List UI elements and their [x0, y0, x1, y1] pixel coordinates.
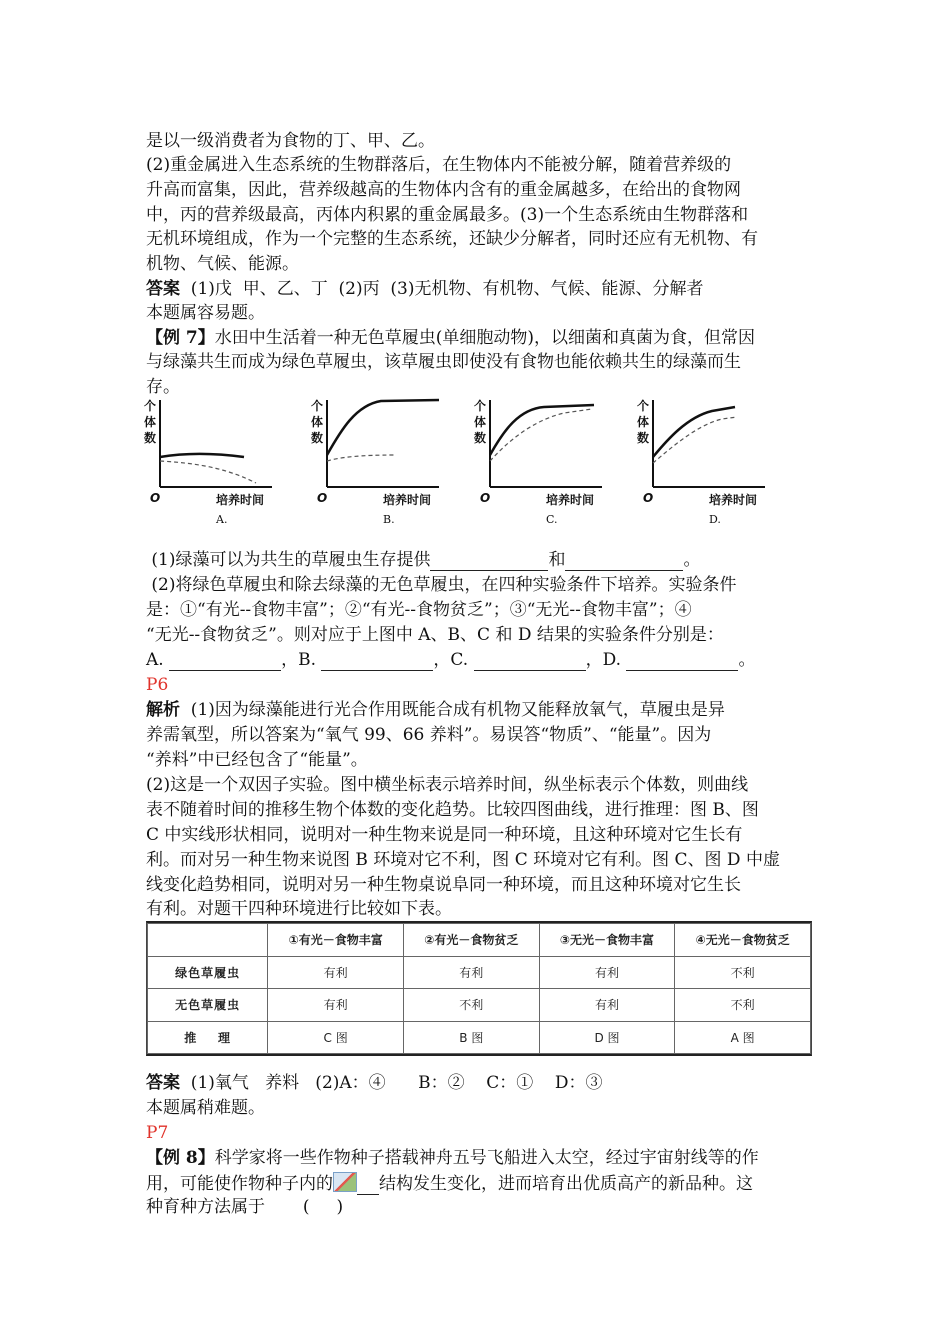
- answer-blank: [626, 650, 738, 671]
- solid-curve: [327, 400, 439, 455]
- table-header-cell: ③无光－食物丰富: [539, 924, 675, 957]
- graph-letter: A.: [216, 513, 228, 526]
- text-line: (2)将绿色草履虫和除去绿藻的无色草履虫，在四种实验条件下培养。实验条件: [146, 575, 737, 595]
- row-header: 无色草履虫: [148, 989, 268, 1022]
- answer-label: 答案: [146, 1073, 180, 1093]
- y-axis-label-1: 个: [144, 399, 157, 413]
- question-2-blanks: [146, 650, 755, 671]
- graph-d-plot: [637, 395, 797, 530]
- table-header-cell: ④无光－食物贫乏: [675, 924, 811, 957]
- text-line: 养需氧型，所以答案为“氧气 99、66 养料”。易误答“物质”、“能量”。因为: [146, 725, 712, 745]
- text-line: 升高而富集，因此，营养级越高的生物体内含有的重金属越多，在给出的食物网: [146, 180, 741, 200]
- text-line: 本题属稍难题。: [146, 1098, 265, 1118]
- option-label: ，D.: [585, 650, 627, 670]
- example-text: 用，可能使作物种子内的: [146, 1174, 333, 1194]
- table-cell: 有利: [268, 989, 404, 1022]
- text-line: (2)这是一个双因子实验。图中横坐标表示培养时间，纵坐标表示个体数，则曲线: [146, 775, 749, 795]
- option-label: A.: [146, 650, 170, 670]
- question-text: (1)绿藻可以为共生的草履虫生存提供: [146, 550, 431, 570]
- x-axis-label: 培养时间: [709, 493, 758, 507]
- text-line: 存。: [146, 377, 180, 397]
- y-axis-label-1: 个: [637, 399, 650, 413]
- answer-blank: [321, 650, 433, 671]
- origin-label: O: [150, 491, 161, 505]
- x-axis-label: 培养时间: [383, 493, 432, 507]
- y-axis-label-3: 数: [474, 431, 487, 445]
- text-line: 中，丙的营养级最高，丙体内积累的重金属最多。(3)一个生态系统由生物群落和: [146, 205, 749, 225]
- option-label: 。: [738, 650, 756, 670]
- table-cell: 有利: [403, 956, 539, 989]
- origin-label: O: [643, 491, 654, 505]
- table-header-cell: ①有光－食物丰富: [268, 924, 404, 957]
- text-line: 有利。对题干四种环境进行比较如下表。: [146, 899, 452, 919]
- y-axis-label-3: 数: [144, 431, 157, 445]
- y-axis-label-2: 体: [144, 415, 157, 429]
- table-header-cell: [148, 924, 268, 957]
- text-line: 利。而对另一种生物来说图 B 环境对它不利，图 C 环境对它有利。图 C、图 D 中虚: [146, 850, 780, 870]
- x-axis-label: 培养时间: [216, 493, 265, 507]
- example-heading: [146, 328, 755, 348]
- row-header: 推 理: [148, 1021, 268, 1054]
- table-cell: 有利: [539, 956, 675, 989]
- y-axis-label-3: 数: [637, 431, 650, 445]
- text-line: 表不随着时间的推移生物个体数的变化趋势。比较四图曲线，进行推理：图 B、图: [146, 800, 759, 820]
- answer-blank: [169, 650, 281, 671]
- text-line: 线变化趋势相同，说明对另一种生物桌说阜同一种环境，而且这种环境对它生长: [146, 875, 741, 895]
- y-axis-label-2: 体: [474, 415, 487, 429]
- table-cell: 不利: [675, 956, 811, 989]
- table-header-cell: ②有光－食物贫乏: [403, 924, 539, 957]
- text-line: 本题属容易题。: [146, 303, 265, 323]
- origin-label: O: [480, 491, 491, 505]
- table-cell: B 图: [403, 1021, 539, 1054]
- table-row: [148, 989, 811, 1022]
- question-1: [146, 550, 700, 571]
- table-cell: 不利: [403, 989, 539, 1022]
- text-line: “养料”中已经包含了“能量”。: [146, 750, 368, 770]
- y-axis-label-2: 体: [637, 415, 650, 429]
- option-label: ，B.: [281, 650, 322, 670]
- broken-image-icon: [333, 1172, 357, 1192]
- y-axis-label-1: 个: [474, 399, 487, 413]
- dashed-curve: [327, 455, 396, 461]
- graph-b: [311, 395, 471, 530]
- row-header: 绿色草履虫: [148, 956, 268, 989]
- answer-line: [146, 1073, 602, 1093]
- example-label: 【例 7】: [146, 328, 215, 348]
- text-line: (2)重金属进入生态系统的生物群落后，在生物体内不能被分解，随着营养级的: [146, 155, 732, 175]
- text-line: 是：①“有光--食物丰富”；②“有光--食物贫乏”；③“无光--食物丰富”；④: [146, 600, 692, 620]
- table-cell: D 图: [539, 1021, 675, 1054]
- question-text: 和: [548, 550, 566, 570]
- option-label: ，C.: [433, 650, 474, 670]
- answer-blank: [474, 650, 586, 671]
- text-line: “无光--食物贫乏”。则对应于上图中 A、B、C 和 D 结果的实验条件分别是：: [146, 625, 724, 645]
- table-cell: 有利: [539, 989, 675, 1022]
- page-marker: P7: [146, 1123, 169, 1143]
- answer-text: (1)氧气 养料 (2)A：④ B：② C：① D：③: [180, 1073, 603, 1093]
- example-text: 水田中生活着一种无色草履虫(单细胞动物)，以细菌和真菌为食，但常因: [214, 328, 756, 348]
- text-line: 种育种方法属于 ( ): [146, 1197, 344, 1217]
- solid-curve: [490, 405, 594, 455]
- text-line: [146, 1172, 753, 1195]
- answer-label: 答案: [146, 279, 180, 299]
- y-axis-label-1: 个: [311, 399, 324, 413]
- page-marker: P6: [146, 675, 169, 695]
- answer-blank: [565, 550, 683, 571]
- answer-text: (1)戊 甲、乙、丁 (2)丙 (3)无机物、有机物、气候、能源、分解者: [180, 279, 704, 299]
- answer-blank: [357, 1174, 379, 1195]
- answer-line: [146, 279, 703, 299]
- text-line: 与绿藻共生而成为绿色草履虫，该草履虫即使没有食物也能依赖共生的绿藻而生: [146, 352, 741, 372]
- example-heading: [146, 1148, 759, 1168]
- graph-letter: C.: [546, 513, 558, 526]
- example-label: 【例 8】: [146, 1148, 215, 1168]
- x-axis-label: 培养时间: [546, 493, 595, 507]
- graph-c-plot: [474, 395, 634, 530]
- dashed-curve: [490, 409, 592, 461]
- answer-blank: [430, 550, 548, 571]
- solid-curve: [160, 454, 244, 457]
- text-line: 机物、气候、能源。: [146, 254, 299, 274]
- origin-label: O: [317, 491, 328, 505]
- graph-d: [637, 395, 797, 530]
- table-cell: A 图: [675, 1021, 811, 1054]
- table-cell: 有利: [268, 956, 404, 989]
- table-row: [148, 1021, 811, 1054]
- y-axis-label-3: 数: [311, 431, 324, 445]
- y-axis-label-2: 体: [311, 415, 324, 429]
- table-cell: 不利: [675, 989, 811, 1022]
- table-cell: C 图: [268, 1021, 404, 1054]
- graph-a: [144, 395, 304, 530]
- dashed-curve: [653, 417, 737, 463]
- analysis-text: (1)因为绿藻能进行光合作用既能合成有机物又能释放氧气，草履虫是异: [180, 700, 725, 720]
- comparison-table: [146, 921, 812, 1056]
- text-line: C 中实线形状相同，说明对一种生物来说是同一种环境，且这种环境对它生长有: [146, 825, 743, 845]
- graph-a-plot: [144, 395, 304, 530]
- analysis-label: 解析: [146, 700, 180, 720]
- example-text: 科学家将一些作物种子搭载神舟五号飞船进入太空，经过宇宙射线等的作: [214, 1148, 759, 1168]
- question-text: 。: [683, 550, 701, 570]
- text-line: 无机环境组成，作为一个完整的生态系统，还缺少分解者，同时还应有无机物、有: [146, 229, 758, 249]
- graph-c: [474, 395, 634, 530]
- table-row: [148, 956, 811, 989]
- graph-letter: D.: [709, 513, 721, 526]
- text-line: 是以一级消费者为食物的丁、甲、乙。: [146, 131, 435, 151]
- graph-b-plot: [311, 395, 471, 530]
- example-text: 结构发生变化，进而培育出优质高产的新品种。这: [379, 1174, 753, 1194]
- table-header-row: [148, 924, 811, 957]
- analysis-line: [146, 700, 725, 720]
- graph-letter: B.: [383, 513, 395, 526]
- dashed-curve: [160, 461, 256, 483]
